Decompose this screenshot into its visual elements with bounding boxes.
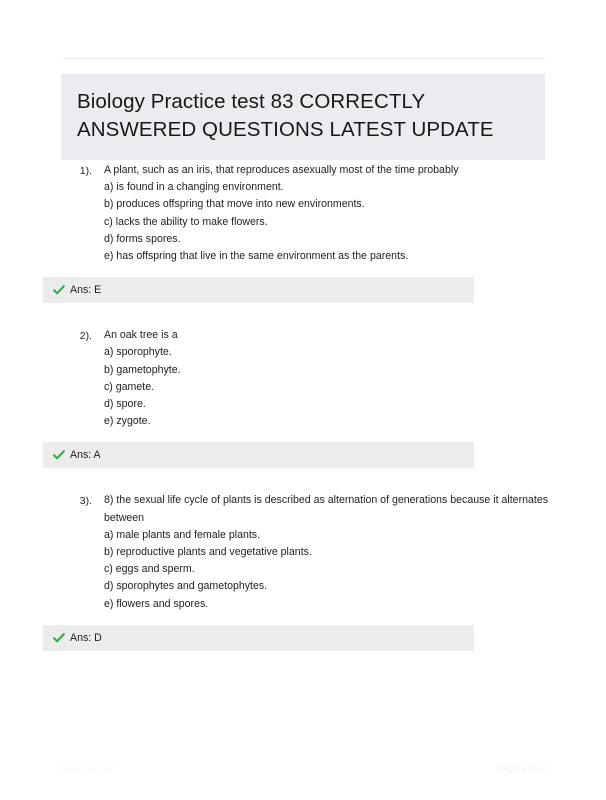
page-footer — [0, 762, 606, 778]
answer-label: Ans: D — [70, 631, 102, 644]
question-row — [0, 162, 606, 265]
header-divider — [63, 58, 545, 59]
question-body — [104, 162, 550, 265]
document-title-banner — [61, 74, 545, 160]
answer-option[interactable]: c) lacks the ability to make flowers. — [104, 215, 268, 228]
answer-label: Ans: A — [70, 449, 101, 462]
answer-option[interactable]: a) is found in a changing environment. — [104, 181, 284, 194]
question-number: 2). — [79, 329, 92, 342]
answer-option[interactable]: c) gamete. — [104, 380, 155, 393]
question-stem: 8) the sexual life cycle of plants is described as alternation of generations because it alternates between — [104, 494, 549, 524]
answer-option[interactable]: d) sporophytes and gametophytes. — [104, 580, 268, 593]
answer-bar — [43, 277, 474, 303]
question-body — [104, 492, 550, 612]
answer-option[interactable]: a) sporophyte. — [104, 346, 172, 359]
answer-option[interactable]: e) zygote. — [104, 415, 151, 428]
question-row — [0, 492, 606, 612]
answer-option[interactable]: b) gametophyte. — [104, 363, 181, 376]
answer-option[interactable]: b) reproductive plants and vegetative plants. — [104, 546, 312, 559]
answer-bar — [43, 442, 474, 468]
answer-option[interactable]: d) forms spores. — [104, 232, 181, 245]
question-body — [104, 327, 550, 430]
question-block — [0, 327, 606, 468]
question-row — [0, 327, 606, 430]
page-title: Biology Practice test 83 CORRECTLY ANSWERED QUESTIONS LATEST UPDATE — [77, 90, 494, 141]
question-stem: A plant, such as an iris, that reproduces asexually most of the time probably — [104, 164, 459, 176]
footer-page-indicator: Page 1 of 17 — [496, 763, 549, 773]
answer-option[interactable]: a) male plants and female plants. — [104, 528, 261, 541]
question-block — [0, 492, 606, 650]
answer-option[interactable]: e) flowers and spores. — [104, 597, 209, 610]
question-stem: An oak tree is a — [104, 329, 178, 342]
answer-option[interactable]: d) spore. — [104, 398, 146, 411]
answer-option[interactable]: b) produces offspring that move into new environments. — [104, 198, 365, 211]
footer-watermark: PaperTitle.com — [57, 763, 116, 773]
answer-bar — [43, 625, 474, 651]
check-icon — [53, 632, 65, 644]
check-icon — [53, 284, 65, 296]
check-icon — [53, 449, 65, 461]
answer-option[interactable]: e) has offspring that live in the same environment as the parents. — [104, 250, 409, 263]
questions-list — [0, 162, 606, 675]
question-number: 3). — [79, 494, 92, 507]
question-number: 1). — [79, 164, 92, 177]
answer-label: Ans: E — [70, 284, 102, 297]
answer-option[interactable]: c) eggs and sperm. — [104, 563, 195, 576]
question-block — [0, 162, 606, 303]
